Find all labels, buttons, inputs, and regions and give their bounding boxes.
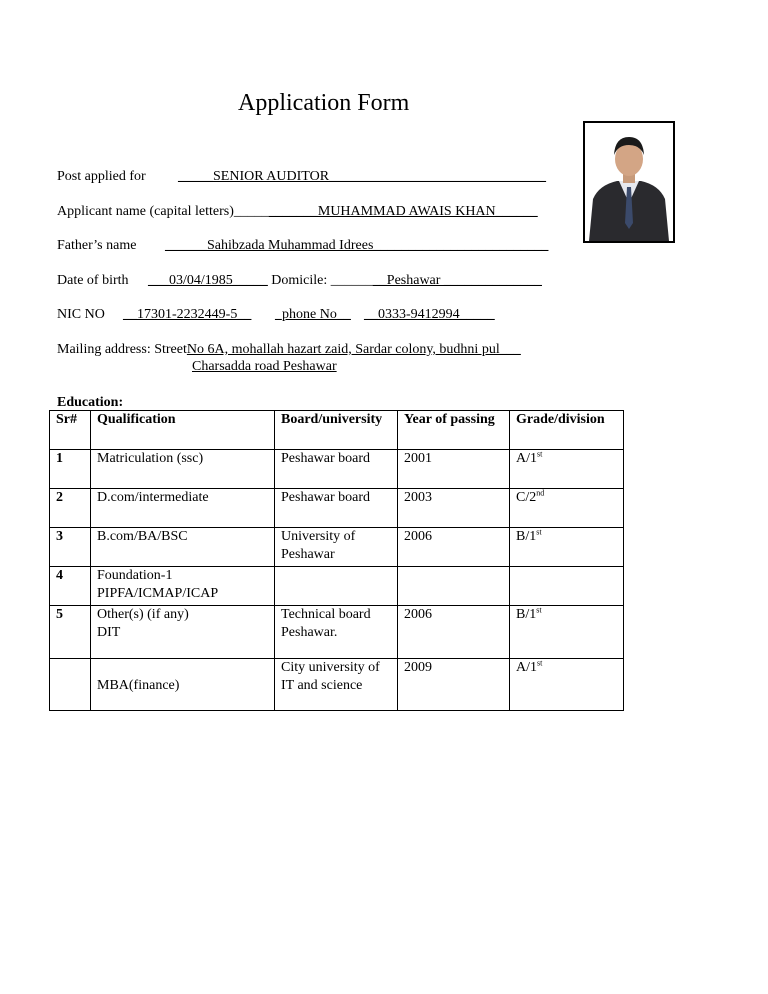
board-line: City university of — [281, 660, 380, 675]
qualification-line-2: DIT — [97, 625, 121, 640]
form-title: Application Form — [238, 90, 410, 116]
grade-suffix: st — [536, 605, 542, 615]
cell-grade — [510, 450, 624, 489]
applicant-name-value: _______MUHAMMAD AWAIS KHAN______ — [268, 204, 538, 219]
cell-board — [275, 567, 398, 606]
education-table — [49, 410, 624, 711]
qualification-line-2: PIPFA/ICMAP/ICAP — [97, 586, 219, 601]
board-line: Peshawar board — [281, 451, 371, 466]
domicile-value: __Peshawar ______________ — [372, 273, 542, 288]
table-header-row — [50, 411, 624, 450]
cell-year — [398, 567, 510, 606]
header-qualification: Qualification — [91, 411, 275, 450]
cell-sr — [50, 659, 91, 711]
grade-value: A/1 — [516, 660, 537, 675]
domicile-label: Domicile: ______ — [271, 273, 373, 288]
applicant-name-row — [57, 204, 538, 220]
grade-suffix: nd — [536, 488, 545, 498]
cell-sr: 5 — [50, 606, 91, 659]
grade-value: C/2 — [516, 490, 537, 505]
post-value: _____SENIOR AUDITOR_______________________________ — [178, 169, 547, 184]
post-label: Post applied for — [57, 169, 146, 184]
cell-qualification — [91, 489, 275, 528]
cell-qualification — [91, 528, 275, 567]
dob-row — [57, 273, 542, 289]
cell-year: 2003 — [398, 489, 510, 528]
header-year: Year of passing — [398, 411, 510, 450]
cell-year: 2009 — [398, 659, 510, 711]
board-line-2: Peshawar. — [281, 625, 338, 640]
table-row — [50, 489, 624, 528]
qualification-line: D.com/intermediate — [97, 490, 209, 505]
cell-qualification — [91, 567, 275, 606]
header-board: Board/university — [275, 411, 398, 450]
table-row — [50, 567, 624, 606]
table-row — [50, 659, 624, 711]
cell-grade — [510, 528, 624, 567]
qualification-line: Other(s) (if any) — [97, 607, 189, 622]
qualification-line: Matriculation (ssc) — [97, 451, 204, 466]
grade-suffix: st — [537, 449, 543, 459]
cell-board — [275, 528, 398, 567]
nic-row — [57, 307, 495, 323]
cell-grade — [510, 489, 624, 528]
cell-grade — [510, 567, 624, 606]
nic-value: __17301-2232449-5__ — [123, 307, 252, 322]
cell-grade — [510, 659, 624, 711]
qualification-line: MBA(finance) — [97, 678, 180, 693]
cell-qualification — [91, 606, 275, 659]
cell-sr: 1 — [50, 450, 91, 489]
grade-suffix: st — [536, 527, 542, 537]
phone-label: _phone No__ — [275, 307, 351, 322]
cell-year: 2001 — [398, 450, 510, 489]
phone-value: __0333-9412994_____ — [364, 307, 495, 322]
cell-grade — [510, 606, 624, 659]
grade-suffix: st — [537, 658, 543, 668]
education-label: Education: — [57, 395, 124, 410]
post-applied-row — [57, 169, 546, 185]
grade-value: B/1 — [516, 607, 537, 622]
cell-board — [275, 659, 398, 711]
cell-board — [275, 450, 398, 489]
board-line-2: Peshawar — [281, 547, 335, 562]
cell-year: 2006 — [398, 528, 510, 567]
cell-board — [275, 489, 398, 528]
applicant-photo — [583, 121, 675, 243]
dob-value: ___03/04/1985_____ — [148, 273, 268, 288]
qualification-line: B.com/BA/BSC — [97, 529, 188, 544]
header-sr: Sr# — [50, 411, 91, 450]
address-line1: No 6A, mohallah hazart zaid, Sardar colony, budhni pul___ — [186, 342, 521, 357]
cell-sr: 2 — [50, 489, 91, 528]
grade-value: A/1 — [516, 451, 537, 466]
cell-qualification — [91, 450, 275, 489]
mailing-address-row — [57, 342, 521, 358]
address-label: Mailing address: Street — [57, 342, 187, 357]
qualification-line: Foundation-1 — [97, 568, 173, 583]
table-row — [50, 606, 624, 659]
grade-value: B/1 — [516, 529, 537, 544]
board-line-2: IT and science — [281, 678, 363, 693]
board-line: Peshawar board — [281, 490, 371, 505]
cell-board — [275, 606, 398, 659]
father-name-label: Father’s name — [57, 238, 137, 253]
address-line2: Charsadda road Peshawar — [192, 359, 337, 374]
cell-sr: 3 — [50, 528, 91, 567]
board-line: Technical board — [281, 607, 371, 622]
dob-label: Date of birth — [57, 273, 129, 288]
father-name-value: ______Sahibzada Muhammad Idrees_________________________ — [165, 238, 549, 253]
board-line: University of — [281, 529, 356, 544]
cell-year: 2006 — [398, 606, 510, 659]
cell-qualification — [91, 659, 275, 711]
cell-sr: 4 — [50, 567, 91, 606]
table-row — [50, 528, 624, 567]
nic-label: NIC NO — [57, 307, 105, 322]
header-grade: Grade/division — [510, 411, 624, 450]
table-row — [50, 450, 624, 489]
applicant-name-label: Applicant name (capital letters)_____ — [57, 204, 269, 219]
father-name-row — [57, 238, 548, 254]
address-line2-row — [192, 359, 337, 375]
